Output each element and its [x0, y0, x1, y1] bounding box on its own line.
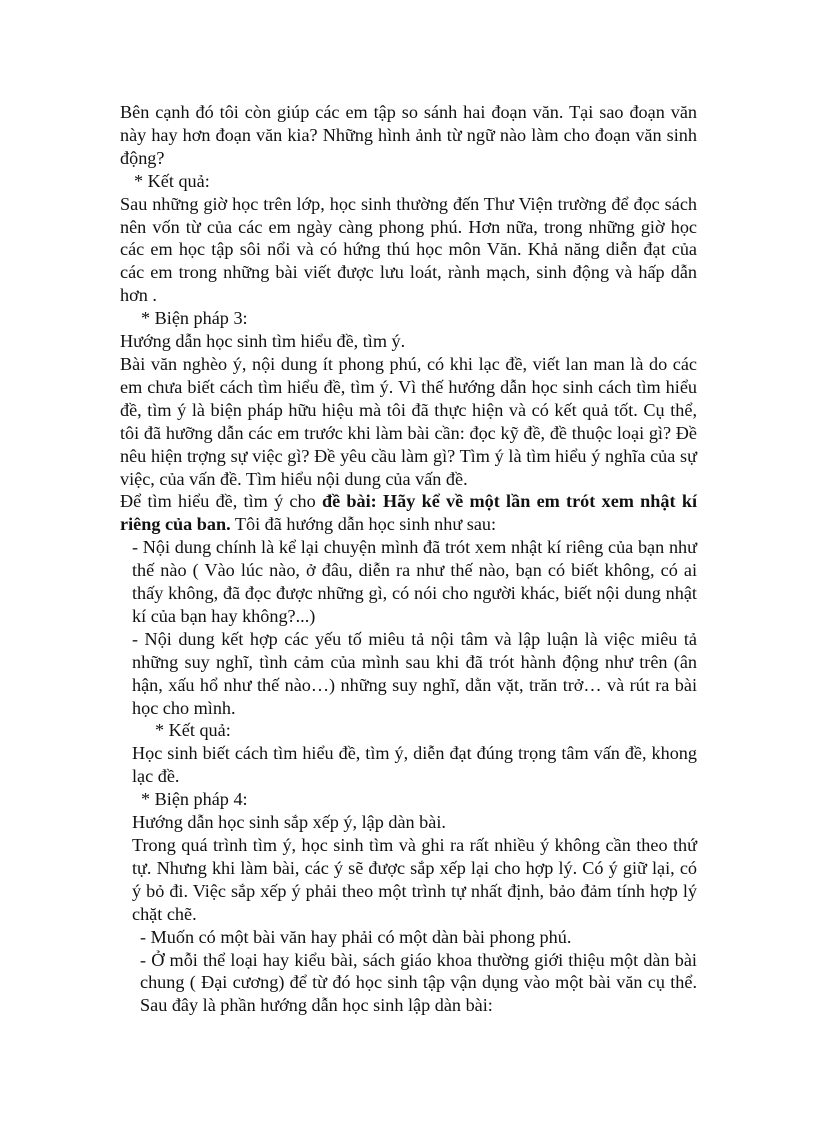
result-heading-2: * Kết quả: — [155, 720, 231, 741]
measure-3-title: Hướng dẫn học sinh tìm hiểu đề, tìm ý. — [120, 331, 406, 352]
paragraph-result-1: Sau những giờ học trên lớp, học sinh thường đến Thư Viện trường để đọc sách nên vốn từ của các em ngày càng phong phú. Hơn nữa, trong những giờ học các em học tập sôi nổi và có hứng thú học môn Văn. Khả năng diễn đạt của các em trong những bài viết được lưu loát, rành mạch, sinh động và hấp dẫn hơn . — [120, 193, 697, 306]
list-item-content-combined: - Nội dung kết hợp các yếu tố miêu tả nội tâm và lập luận là việc miêu tả những suy nghĩ, tình cảm của mình sau khi đã trót hành động như trên (ân hận, xấu hổ như thế nào…) những suy nghĩ, dằn vặt, trăn trở… và rút ra bài học cho mình. — [132, 628, 697, 718]
measure-4-title: Hướng dẫn học sinh sắp xếp ý, lập dàn bài. — [132, 812, 446, 833]
assignment-lead: Để tìm hiểu đề, tìm ý cho — [120, 491, 322, 512]
paragraph-measure-3: Bài văn nghèo ý, nội dung ít phong phú, có khi lạc đề, viết lan man là do các em chưa biết cách tìm hiểu đề, tìm ý. Vì thế hướng dẫn học sinh cách tìm hiểu đề, tìm ý là biện pháp hữu hiệu mà tôi đã thực hiện và có kết quả tốt. Cụ thể, tôi đã hưỡng dẫn các em trước khi làm bài cần: đọc kỹ đề, đề thuộc loại gì? Đề nêu hiện trợng sự việc gì? Đề yêu cầu làm gì? Tìm ý là tìm hiểu ý nghĩa của sự việc, của vấn đề. Tìm hiểu nội dung của vấn đề. — [120, 353, 697, 489]
document-body — [120, 101, 697, 1017]
list-item-outline: - Muốn có một bài văn hay phải có một dàn bài phong phú. — [140, 926, 572, 947]
assignment-title: đề bài: Hãy kể về một lần em trót xem nhật kí riêng của ban. — [120, 491, 697, 535]
list-item-content: - Nội dung chính là kể lại chuyện mình đã trót xem nhật kí riêng của bạn như thế nào ( Vào lúc nào, ở đâu, diễn ra như thế nào, bạn có biết không, có ai thấy không, đã đọc được những gì, có nói cho người khác, biết nội dung nhật kí của bạn hay không?...) — [132, 537, 697, 626]
paragraph-result-2: Học sinh biết cách tìm hiểu đề, tìm ý, diễn đạt đúng trọng tâm vấn đề, khong lạc đề. — [132, 743, 697, 787]
result-heading-1: * Kết quả: — [134, 170, 210, 191]
paragraph-assignment — [120, 490, 697, 536]
paragraph-compare: Bên cạnh đó tôi còn giúp các em tập so sánh hai đoạn văn. Tại sao đoạn văn này hay hơn đoạn văn kia? Những hình ảnh từ ngữ nào làm cho đoạn văn sinh động? — [120, 102, 697, 168]
measure-3-heading: * Biện pháp 3: — [141, 308, 248, 329]
assignment-tail: Tôi đã hướng dẫn học sinh như sau: — [230, 514, 497, 535]
list-item-textbook: - Ở mỗi thể loại hay kiểu bài, sách giáo khoa thường giới thiệu một dàn bài chung ( Đại cương) để từ đó học sinh tập vận dụng vào một bài văn cụ thể. Sau đây là phần hướng dẫn học sinh lập dàn bài: — [140, 949, 697, 1016]
paragraph-measure-4: Trong quá trình tìm ý, học sinh tìm và ghi ra rất nhiều ý không cần theo thứ tự. Nhưng khi làm bài, các ý sẽ được sắp xếp lại cho hợp lý. Có ý giữ lại, có ý bỏ đi. Việc sắp xếp ý phải theo một trình tự nhất định, bảo đảm tính hợp lý chặt chẽ. — [132, 835, 697, 924]
measure-4-heading: * Biện pháp 4: — [141, 789, 248, 810]
